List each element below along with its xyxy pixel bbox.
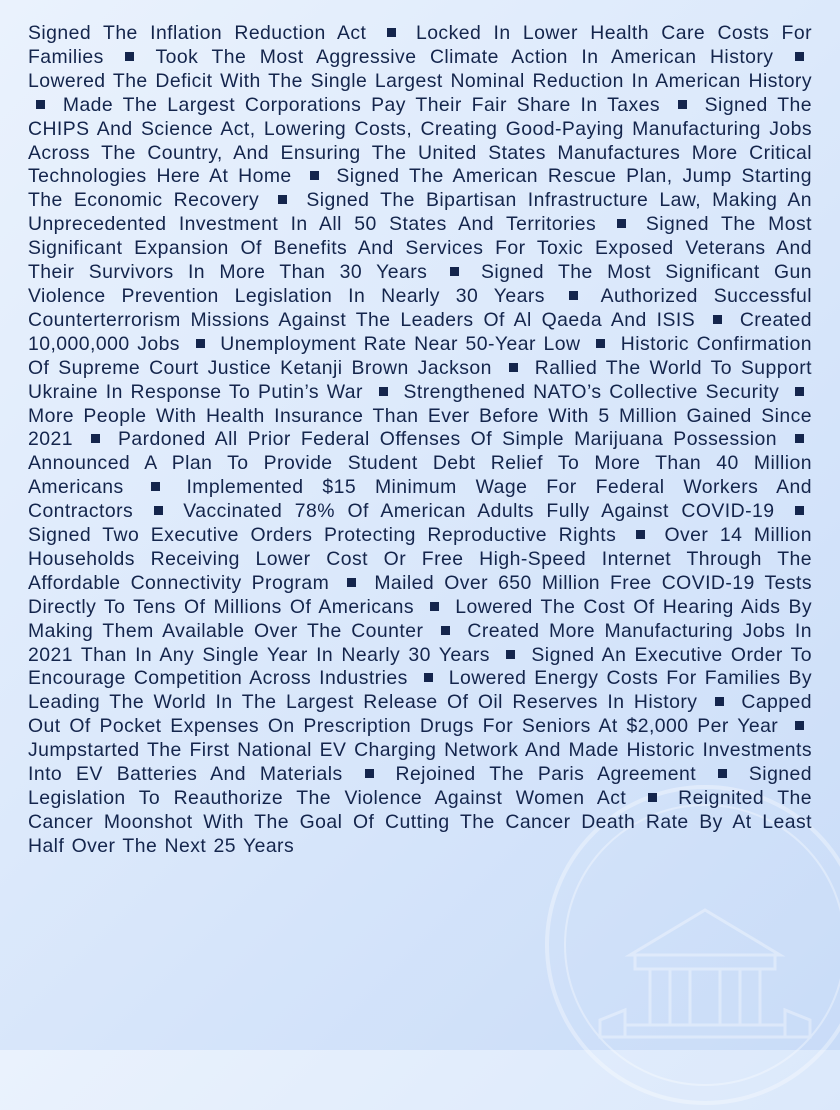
accomplishment-item: Made The Largest Corporations Pay Their Fair Share In Taxes xyxy=(62,93,660,116)
accomplishment-item: Signed The American Rescue Plan, Jump Starting The Economic Recovery xyxy=(28,165,812,212)
square-bullet-icon xyxy=(509,363,518,372)
accomplishment-item: Vaccinated 78% Of American Adults Fully Against COVID-19 xyxy=(183,500,775,523)
square-bullet-icon xyxy=(795,506,804,515)
accomplishment-item: Lowered Energy Costs For Families By Leading The World In The Largest Release Of Oil Reserves In History xyxy=(28,667,813,714)
accomplishment-item: Jumpstarted The First National EV Charging Network And Made Historic Investments Into EV Batteries And Materials xyxy=(28,739,812,786)
square-bullet-icon xyxy=(795,52,804,61)
square-bullet-icon xyxy=(450,267,459,276)
accomplishment-item: Signed The Most Significant Gun Violence Prevention Legislation In Nearly 30 Years xyxy=(28,261,813,307)
accomplishment-item: Signed Legislation To Reauthorize The Violence Against Women Act xyxy=(28,763,812,809)
accomplishment-item: Reignited The Cancer Moonshot With The Goal Of Cutting The Cancer Death Rate By At Least Half Over The Next 25 Years xyxy=(28,787,813,857)
square-bullet-icon xyxy=(441,626,450,635)
accomplishment-item: Authorized Successful Counterterrorism Missions Against The Leaders Of Al Qaeda And ISIS xyxy=(28,284,812,331)
square-bullet-icon xyxy=(347,578,356,587)
accomplishment-item: Locked In Lower Health Care Costs For Families xyxy=(28,22,812,68)
square-bullet-icon xyxy=(718,769,727,778)
square-bullet-icon xyxy=(278,195,287,204)
square-bullet-icon xyxy=(196,339,205,348)
square-bullet-icon xyxy=(713,315,722,324)
accomplishments-list xyxy=(28,22,812,859)
square-bullet-icon xyxy=(678,100,687,109)
accomplishment-item: Announced A Plan To Provide Student Debt Relief To More Than 40 Million Americans xyxy=(28,452,812,499)
accomplishment-item: Signed The CHIPS And Science Act, Lowering Costs, Creating Good-Paying Manufacturing Jobs Across The Country, And Ensuring The United States Manufactures More Critical Technologies Here At Home xyxy=(28,93,812,188)
accomplishment-item: Signed The Inflation Reduction Act xyxy=(28,22,367,44)
square-bullet-icon xyxy=(569,291,578,300)
square-bullet-icon xyxy=(310,171,319,180)
square-bullet-icon xyxy=(154,506,163,515)
square-bullet-icon xyxy=(91,434,100,443)
square-bullet-icon xyxy=(36,100,45,109)
accomplishment-item: Signed An Executive Order To Encourage Competition Across Industries xyxy=(28,643,813,690)
accomplishment-item: Unemployment Rate Near 50-Year Low xyxy=(220,332,581,355)
square-bullet-icon xyxy=(715,697,724,706)
square-bullet-icon xyxy=(506,650,515,659)
accomplishment-item: Pardoned All Prior Federal Offenses Of Simple Marijuana Possession xyxy=(118,428,777,451)
accomplishment-item: Signed Two Executive Orders Protecting Reproductive Rights xyxy=(28,524,617,547)
square-bullet-icon xyxy=(424,673,433,682)
square-bullet-icon xyxy=(648,793,657,802)
accomplishment-item: Mailed Over 650 Million Free COVID-19 Tests Directly To Tens Of Millions Of Americans xyxy=(28,571,812,618)
square-bullet-icon xyxy=(379,387,388,396)
accomplishment-item: Rejoined The Paris Agreement xyxy=(395,763,697,786)
accomplishment-item: Lowered The Cost Of Hearing Aids By Making Them Available Over The Counter xyxy=(28,595,812,642)
square-bullet-icon xyxy=(596,339,605,348)
accomplishment-item: Over 14 Million Households Receiving Lower Cost Or Free High-Speed Internet Through The Affordable Connectivity Program xyxy=(28,524,812,594)
square-bullet-icon xyxy=(151,482,160,491)
square-bullet-icon xyxy=(795,721,804,730)
square-bullet-icon xyxy=(795,387,804,396)
accomplishment-item: Signed The Most Significant Expansion Of Benefits And Services For Toxic Exposed Veterans And Their Survivors In More Than 30 Years xyxy=(28,213,813,284)
accomplishment-item: Capped Out Of Pocket Expenses On Prescription Drugs For Seniors At $2,000 Per Year xyxy=(28,691,812,738)
square-bullet-icon xyxy=(795,434,804,443)
accomplishment-item: Strengthened NATO’s Collective Security xyxy=(403,380,780,403)
square-bullet-icon xyxy=(430,602,439,611)
accomplishment-item: Historic Confirmation Of Supreme Court Justice Ketanji Brown Jackson xyxy=(28,332,812,379)
square-bullet-icon xyxy=(617,219,626,228)
square-bullet-icon xyxy=(125,52,134,61)
accomplishment-item: Rallied The World To Support Ukraine In Response To Putin’s War xyxy=(28,356,812,403)
square-bullet-icon xyxy=(365,769,374,778)
square-bullet-icon xyxy=(636,530,645,539)
accomplishment-item: Took The Most Aggressive Climate Action In American History xyxy=(155,45,774,68)
accomplishment-item: More People With Health Insurance Than Ever Before With 5 Million Gained Since 2021 xyxy=(28,404,812,451)
accomplishment-item: Signed The Bipartisan Infrastructure Law, Making An Unprecedented Investment In All 50 States And Territories xyxy=(28,189,812,236)
accomplishment-item: Implemented $15 Minimum Wage For Federal Workers And Contractors xyxy=(28,476,812,523)
square-bullet-icon xyxy=(387,28,396,37)
accomplishment-item: Created 10,000,000 Jobs xyxy=(28,308,812,355)
accomplishment-item: Lowered The Deficit With The Single Largest Nominal Reduction In American History xyxy=(28,69,812,92)
accomplishment-item: Created More Manufacturing Jobs In 2021 Than In Any Single Year In Nearly 30 Years xyxy=(28,619,812,666)
